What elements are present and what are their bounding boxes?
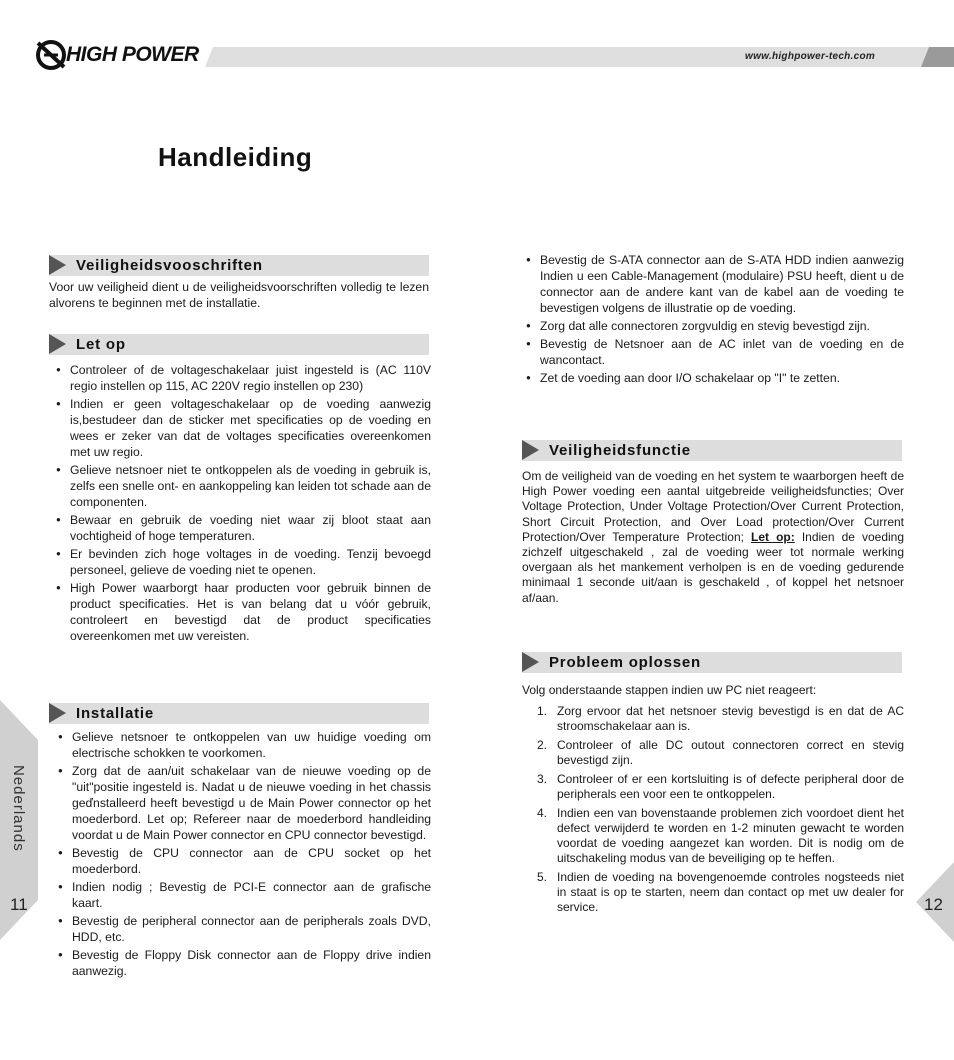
language-label: Nederlands bbox=[10, 765, 27, 852]
step-text: Zorg ervoor dat het netsnoer stevig bevestigd is en dat de AC stroomschakelaar aan is. bbox=[557, 704, 904, 733]
list-item: ● Er bevinden zich hoge voltages in de voeding. Tenzij bevoegd personeel, gelieve de voeding niet te openen. bbox=[56, 546, 431, 578]
list-item: ● Bevestig de CPU connector aan de CPU socket op het moederbord. bbox=[58, 845, 431, 877]
section-title: Veiligheidsfunctie bbox=[549, 442, 691, 459]
section-arrow-icon bbox=[49, 334, 66, 354]
step-number: 2. bbox=[537, 738, 548, 752]
step-text: Controleer of er een kortsluiting is of defecte peripheral door de peripherals een voor een te ontkoppelen. bbox=[557, 772, 904, 801]
section-header-letop bbox=[49, 334, 429, 355]
list-item: ● Bevestig de Netsnoer aan de AC inlet van de voeding en de wancontact. bbox=[526, 336, 904, 368]
list-item: ● Indien er geen voltageschakelaar op de voeding aanwezig is,bestudeer dan de sticker met specificaties op de voeding en wees er zeker van dat de voltages specificaties overeenkomen met uw regio. bbox=[56, 396, 431, 460]
list-item: ● Zorg dat de aan/uit schakelaar van de nieuwe voeding op de "uit"positie ingesteld is. Nadat u de nieuwe voeding in het chassis geďnstalleerd heeft bevestigd u de Main Power connector op het moederbord. Let op; Refereer naar de moederbord handleiding voordat u de Main Power connector en CPU connector bevestigd. bbox=[58, 763, 431, 843]
list-item: ● Zet de voeding aan door I/O schakelaar op "I" te zetten. bbox=[526, 370, 904, 386]
trouble-steps bbox=[537, 704, 904, 919]
step-item bbox=[537, 704, 904, 734]
page-number-right: 12 bbox=[924, 895, 943, 914]
list-item: ● Bevestig de Floppy Disk connector aan de Floppy drive indien aanwezig. bbox=[58, 947, 431, 979]
section-arrow-icon bbox=[49, 703, 66, 723]
trouble-intro-text: Volg onderstaande stappen indien uw PC niet reageert: bbox=[522, 683, 817, 697]
section-arrow-icon bbox=[49, 255, 66, 275]
step-text: Controleer of alle DC outout connectoren correct en stevig bevestigd zijn. bbox=[557, 738, 904, 767]
step-number: 1. bbox=[537, 704, 548, 718]
letop-label: Let op: bbox=[751, 529, 795, 544]
list-item: ● Bevestig de peripheral connector aan de peripherals zoals DVD, HDD, etc. bbox=[58, 913, 431, 945]
list-item: ● Controleer of de voltageschakelaar juist ingesteld is (AC 110V regio instellen op 115, AC 220V regio instellen op 230) bbox=[56, 362, 431, 394]
install-list bbox=[58, 729, 431, 981]
safety-intro bbox=[49, 279, 429, 311]
letop-list bbox=[56, 362, 431, 646]
step-item bbox=[537, 806, 904, 866]
section-header-function bbox=[522, 440, 902, 461]
list-item: ● Gelieve netsnoer niet te ontkoppelen als de voeding in gebruik is, zelfs een snelle ont- en aankoppeling kan leiden tot schade aan de componenten. bbox=[56, 462, 431, 510]
step-number: 3. bbox=[537, 772, 548, 786]
install-continued-list bbox=[526, 252, 904, 388]
page-number-left: 11 bbox=[10, 895, 28, 914]
website-url[interactable]: www.highpower-tech.com bbox=[745, 51, 876, 62]
step-number: 5. bbox=[537, 870, 548, 884]
list-item: ● Zorg dat alle connectoren zorgvuldig en stevig bevestigd zijn. bbox=[526, 318, 904, 334]
trouble-intro bbox=[522, 682, 904, 698]
step-item bbox=[537, 772, 904, 802]
brand-name: HIGH POWER bbox=[66, 43, 199, 66]
function-text-a: Om de veiligheid van de voeding en het system te waarborgen heeft de High Power voeding een aantal uitgebreide veiligheidsfuncties; Over Voltage Protection, Under Voltage Protection/Over Current Protection, Short Circuit Protection, and Over Load protection/Over Current Protection/Over Temperature Protection; bbox=[522, 469, 904, 544]
list-item: ● Gelieve netsnoer te ontkoppelen van uw huidige voeding om electrische schokken te voorkomen. bbox=[58, 729, 431, 761]
logo-mark-icon bbox=[38, 42, 64, 68]
list-item: ● Bevestig de S-ATA connector aan de S-ATA HDD indien aanwezig Indien u een Cable-Management (modulaire) PSU heeft, dient u de connector aan de andere kant van de kabel aan de voeding te bevestigen volgens de illustratie op de voeding. bbox=[526, 252, 904, 316]
section-title: Veiligheidsvooschriften bbox=[76, 257, 263, 274]
step-item bbox=[537, 870, 904, 915]
function-paragraph bbox=[522, 469, 904, 606]
section-header-install bbox=[49, 703, 429, 724]
section-arrow-icon bbox=[522, 440, 539, 460]
list-item: ● Indien nodig ; Bevestig de PCI-E connector aan de grafische kaart. bbox=[58, 879, 431, 911]
section-arrow-icon bbox=[522, 652, 539, 672]
safety-text: Voor uw veiligheid dient u de veiligheidsvoorschriften volledig te lezen alvorens te beginnen met de installatie. bbox=[49, 280, 429, 310]
step-number: 4. bbox=[537, 806, 548, 820]
function-text bbox=[522, 469, 904, 606]
page-title: Handleiding bbox=[158, 142, 313, 172]
section-header-safety bbox=[49, 255, 429, 276]
step-text: Indien een van bovenstaande problemen zich voordoet dient het defect verwijderd te worden en 1-2 minuten gewacht te worden voordat de voeding aangezet kan worden. Dit is nodig om de uitschakeling modus van de beveiliging op te heffen. bbox=[557, 806, 904, 865]
step-text: Indien de voeding na bovengenoemde controles nogsteeds niet in staat is op te starten, neem dan contact op met uw dealer for service. bbox=[557, 870, 904, 914]
list-item: ● Bewaar en gebruik de voeding niet waar zij bloot staat aan vochtigheid of hoge temperaturen. bbox=[56, 512, 431, 544]
section-title: Probleem oplossen bbox=[549, 654, 701, 671]
section-title: Let op bbox=[76, 336, 126, 353]
section-header-trouble bbox=[522, 652, 902, 673]
function-text-b: Indien de voeding zichzelf uitgeschakeld , zal de voeding weer tot normale werking overgaan als het mankement verholpen is en de voeding gedurende minimaal 1 seconde uit/aan is geschakeld , of koppel het netsnoer af/aan. bbox=[522, 529, 905, 605]
section-title: Installatie bbox=[76, 705, 154, 722]
step-item bbox=[537, 738, 904, 768]
list-item: ● High Power waarborgt haar producten voor gebruik binnen de product specificaties. Het is van belang dat u vóór gebruik, controleert en bevestigd dat de product specificaties overeenkomen met uw vereisten. bbox=[56, 580, 431, 644]
